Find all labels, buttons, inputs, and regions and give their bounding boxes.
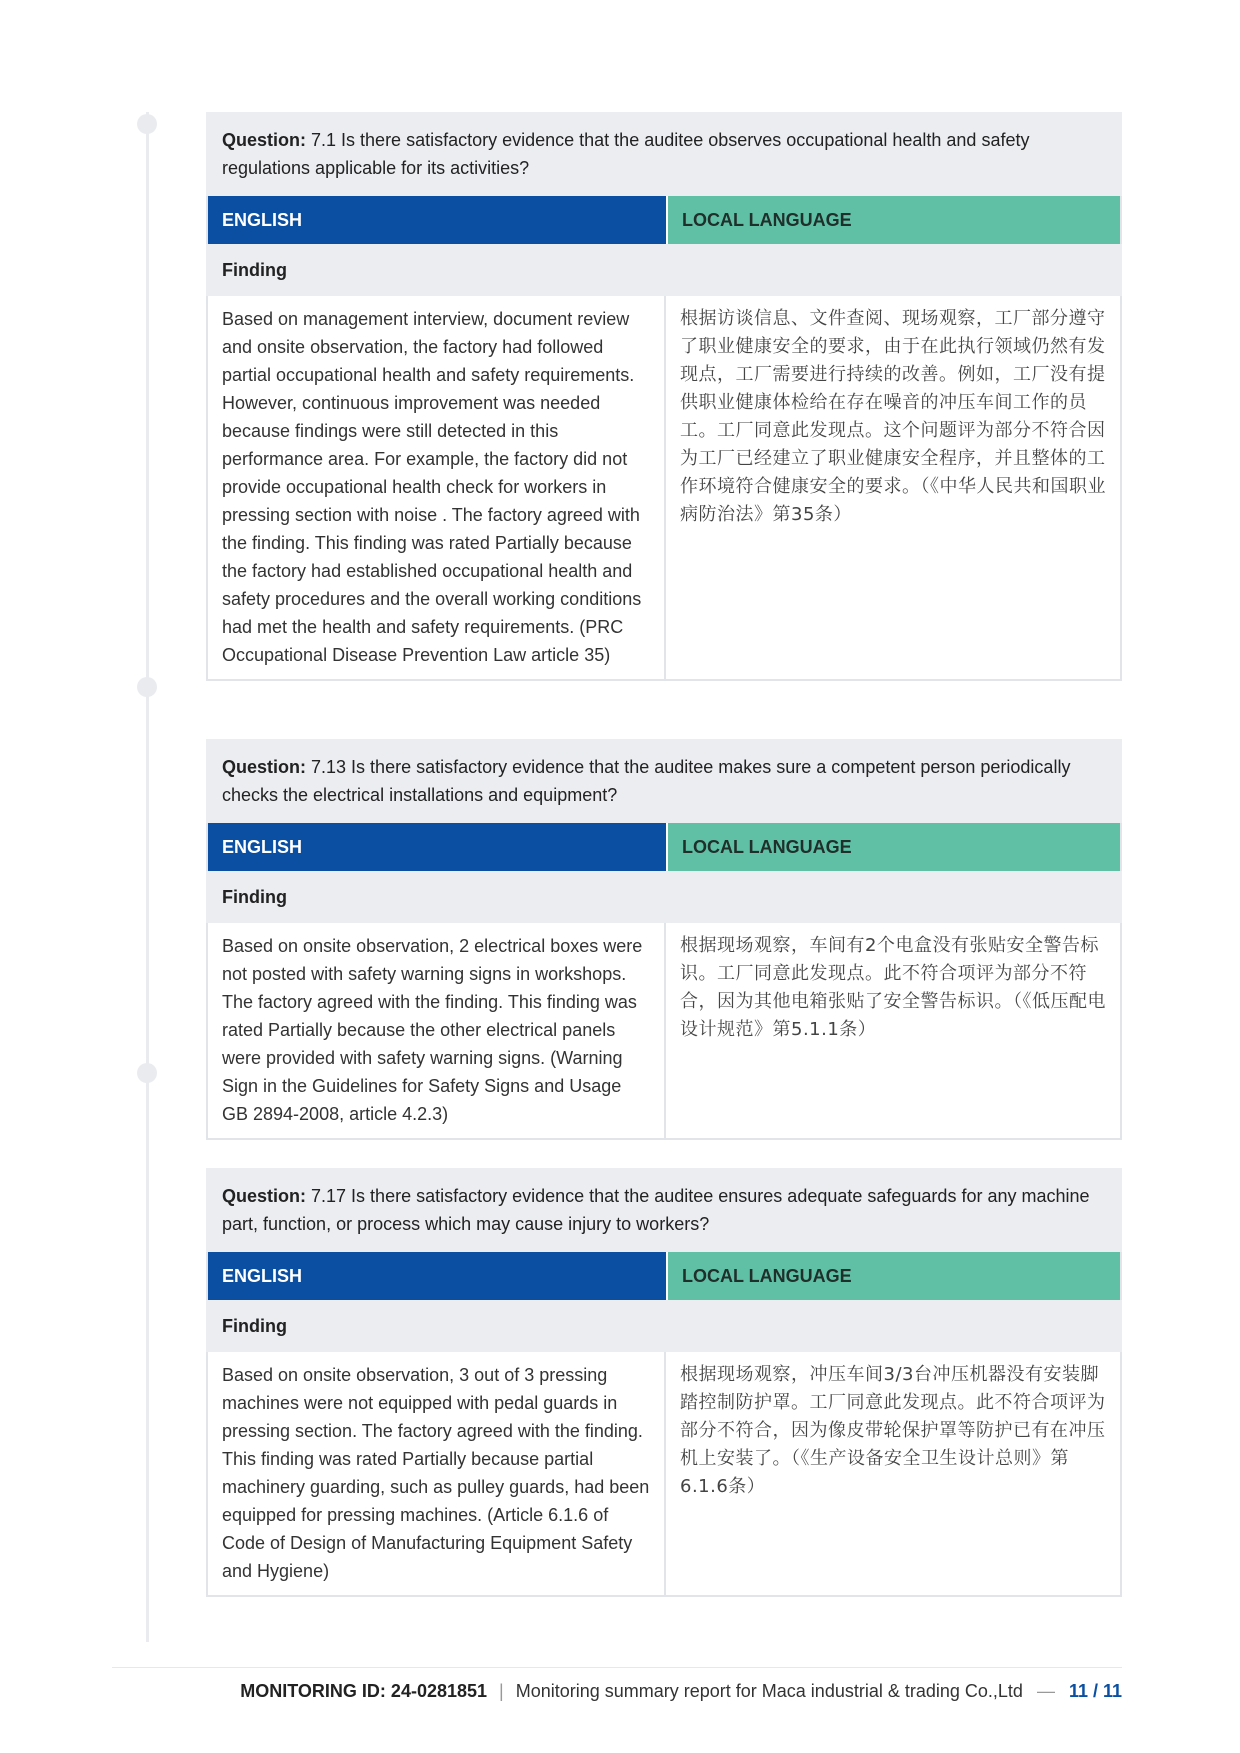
timeline-dot xyxy=(137,677,157,697)
question-block xyxy=(206,112,1122,681)
finding-english-text: Based on onsite observation, 3 out of 3 pressing machines were not equipped with pedal guards in pressing section. The factory agreed with the finding. This finding was rated Partially because partial machinery guarding, such as pulley guards, had been equipped for pressing machines. (Article 6.1.6 of Code of Design of Manufacturing Equipment Safety and Hygiene) xyxy=(208,1352,666,1595)
timeline-line xyxy=(146,112,149,1642)
footer-separator: | xyxy=(499,1681,504,1701)
finding-row xyxy=(206,923,1122,1140)
language-header-row xyxy=(206,196,1122,244)
language-header-row xyxy=(206,1252,1122,1300)
question-prefix: Question: xyxy=(222,757,306,777)
question-block xyxy=(206,1168,1122,1597)
question-text: 7.13 Is there satisfactory evidence that the auditee makes sure a competent person periodically checks the electrical installations and equipment? xyxy=(222,757,1071,805)
local-language-header: LOCAL LANGUAGE xyxy=(668,1252,1120,1300)
page-footer xyxy=(0,1676,1122,1706)
local-language-header: LOCAL LANGUAGE xyxy=(668,196,1120,244)
finding-label: Finding xyxy=(206,1300,1122,1352)
finding-label: Finding xyxy=(206,871,1122,923)
finding-local-text: 根据访谈信息、文件查阅、现场观察，工厂部分遵守了职业健康安全的要求，由于在此执行领域仍然有发现点，工厂需要进行持续的改善。例如，工厂没有提供职业健康体检给在存在噪音的冲压车间工作的员工。工厂同意此发现点。这个问题评为部分不符合因为工厂已经建立了职业健康安全程序，并且整体的工作环境符合健康安全的要求。（《中华人民共和国职业病防治法》第35条） xyxy=(680,308,1106,525)
finding-local-text: 根据现场观察，车间有2个电盒没有张贴安全警告标识。工厂同意此发现点。此不符合项评为部分不符合，因为其他电箱张贴了安全警告标识。（《低压配电设计规范》第5.1.1条） xyxy=(680,935,1106,1040)
finding-row xyxy=(206,1352,1122,1597)
finding-label: Finding xyxy=(206,244,1122,296)
footer-divider xyxy=(112,1667,1122,1668)
english-header: ENGLISH xyxy=(208,823,666,871)
language-header-row xyxy=(206,823,1122,871)
timeline-dot xyxy=(137,1063,157,1083)
finding-row xyxy=(206,296,1122,681)
monitoring-id: MONITORING ID: 24-0281851 xyxy=(240,1681,488,1701)
report-summary-title: Monitoring summary report for Maca industrial & trading Co.,Ltd xyxy=(515,1681,1023,1701)
finding-english-text: Based on management interview, document review and onsite observation, the factory had followed partial occupational health and safety requirements. However, continuous improvement was needed because findings were still detected in this performance area. For example, the factory did not provide occupational health check for workers in pressing section with noise . The factory agreed with the finding. This finding was rated Partially because the factory had established occupational health and safety procedures and the overall working conditions had met the health and safety requirements. (PRC Occupational Disease Prevention Law article 35) xyxy=(208,296,666,679)
question-block xyxy=(206,739,1122,1140)
finding-local-text: 根据现场观察，冲压车间3/3台冲压机器没有安装脚踏控制防护罩。工厂同意此发现点。此不符合项评为部分不符合，因为像皮带轮保护罩等防护已有在冲压机上安装了。（《生产设备安全卫生设计总则》第6.1.6条） xyxy=(680,1364,1106,1497)
english-header: ENGLISH xyxy=(208,1252,666,1300)
question-box xyxy=(206,112,1122,196)
question-text: 7.17 Is there satisfactory evidence that the auditee ensures adequate safeguards for any machine part, function, or process which may cause injury to workers? xyxy=(222,1186,1090,1234)
footer-dash: — xyxy=(1036,1681,1055,1701)
question-prefix: Question: xyxy=(222,1186,306,1206)
question-box xyxy=(206,1168,1122,1252)
page-number: 11 / 11 xyxy=(1068,1681,1122,1701)
timeline-dot xyxy=(137,114,157,134)
question-prefix: Question: xyxy=(222,130,306,150)
english-header: ENGLISH xyxy=(208,196,666,244)
question-text: 7.1 Is there satisfactory evidence that the auditee observes occupational health and safety regulations applicable for its activities? xyxy=(222,130,1030,178)
question-box xyxy=(206,739,1122,823)
local-language-header: LOCAL LANGUAGE xyxy=(668,823,1120,871)
finding-english-text: Based on onsite observation, 2 electrical boxes were not posted with safety warning signs in workshops. The factory agreed with the finding. This finding was rated Partially because the other electrical panels were provided with safety warning signs. (Warning Sign in the Guidelines for Safety Signs and Usage GB 2894-2008, article 4.2.3) xyxy=(208,923,666,1138)
